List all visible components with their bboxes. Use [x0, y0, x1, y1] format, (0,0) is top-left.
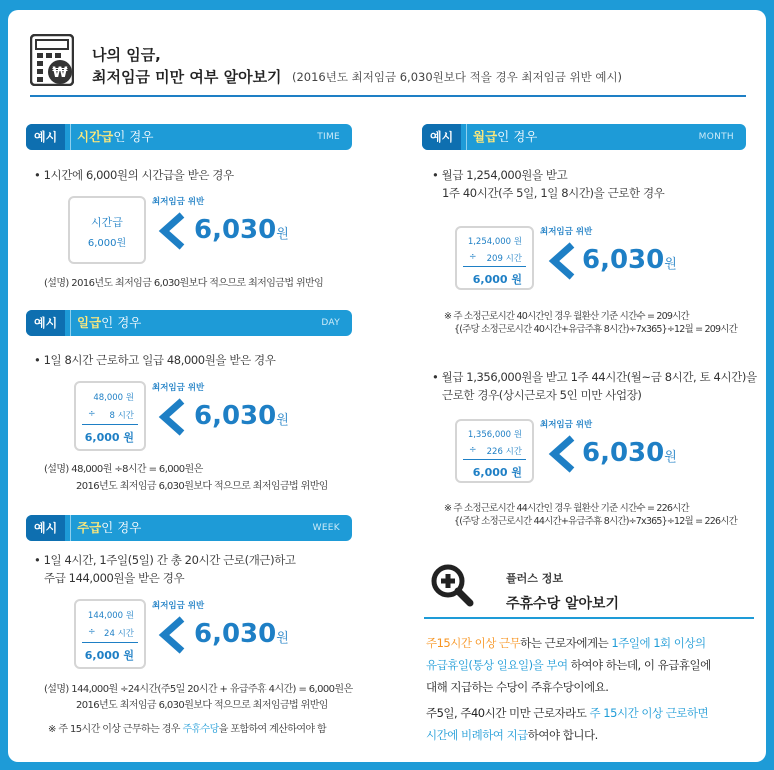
hourly-explanation: (설명) 2016년도 최저임금 6,030원보다 적으므로 최저임금법 위반임: [44, 278, 324, 289]
box-dividend: 48,000 원: [93, 393, 134, 403]
page-subtitle: (2016년도 최저임금 6,030원보다 적을 경우 최저임금 위반 예시): [292, 70, 623, 84]
box-dividend: 144,000 원: [87, 611, 134, 621]
monthly-ex2-bullet-1: • 월급 1,356,000원을 받고 1주 44시간(월~금 8시간, 토 4시간)을: [432, 370, 757, 384]
monthly-ex2-note-1: ※ 주 소정근로시간 44시간인 경우 월환산 기준 시간수 = 226시간: [444, 503, 689, 514]
weekly-footnote: ※ 주 15시간 이상 근무하는 경우 주휴수당을 포함하여 계산하여야 함: [48, 724, 327, 735]
section-title-monthly: 월급인 경우: [466, 124, 537, 150]
less-than-chevron-icon: [154, 397, 190, 437]
section-en-label: DAY: [321, 318, 340, 328]
divide-sign: ÷: [88, 409, 96, 419]
page-title: 최저임금 미만 여부 알아보기: [92, 68, 282, 86]
violation-label: 최저임금 위반: [152, 601, 205, 611]
daily-calc-box: [74, 381, 146, 451]
box-result: 6,000 원: [472, 273, 522, 286]
magnifier-plus-icon: [430, 563, 474, 607]
example-tag: 예시: [26, 515, 65, 541]
min-wage-value: 6,030원: [194, 401, 289, 431]
less-than-chevron-icon: [154, 615, 190, 655]
violation-label: 최저임금 위반: [540, 227, 593, 237]
divide-sign: ÷: [469, 445, 477, 455]
example-tag: 예시: [26, 124, 65, 150]
section-bar-monthly: [422, 124, 746, 150]
svg-text:₩: ₩: [52, 65, 68, 81]
violation-label: 최저임금 위반: [540, 420, 593, 430]
box-result: 6,000 원: [84, 431, 134, 444]
box-result: 6,000 원: [84, 649, 134, 662]
plus-info-divider: [424, 617, 754, 619]
section-bar-hourly: [26, 124, 352, 150]
monthly-ex1-note-2: {(주당 소정근로시간 40시간+유급주휴 8시간)÷7x365}÷12월 = 209시간: [454, 324, 737, 335]
box-divisor: 24 시간: [104, 629, 134, 639]
less-than-chevron-icon: [544, 241, 580, 281]
monthly-ex1-note-1: ※ 주 소정근로시간 40시간인 경우 월환산 기준 시간수 = 209시간: [444, 311, 689, 322]
fraction-line: [463, 459, 526, 460]
plus-info-paragraph-1: 주15시간 이상 근무하는 근로자에게는 1주일에 1회 이상의 유급휴일(통상 일요일)을 부여 하여야 하는데, 이 유급휴일에 대해 지급하는 수당이 주휴수당이에요.: [426, 636, 711, 694]
fraction-line: [82, 642, 138, 643]
monthly-ex2-bullet-2: 근로한 경우(상시근로자 5인 미만 사업장): [442, 388, 642, 402]
min-wage-value: 6,030원: [194, 215, 289, 245]
section-title-weekly: 주급인 경우: [70, 515, 141, 541]
hourly-calc-box: [68, 196, 146, 264]
plus-info-title: 주휴수당 알아보기: [506, 596, 620, 612]
fraction-line: [82, 424, 138, 425]
calculator-won-icon: [30, 34, 74, 86]
monthly-ex2-calc-box: [455, 419, 534, 483]
plus-info-label: 플러스 정보: [506, 572, 563, 585]
monthly-ex1-bullet-1: • 월급 1,254,000원을 받고: [432, 168, 568, 182]
weekly-bullet-1: • 1일 4시간, 1주일(5일) 간 총 20시간 근로(개근)하고: [34, 553, 296, 567]
less-than-chevron-icon: [544, 434, 580, 474]
daily-explanation-1: (설명) 48,000원 ÷8시간 = 6,000원은: [44, 464, 203, 475]
monthly-ex1-bullet-2: 1주 40시간(주 5일, 1일 8시간)을 근로한 경우: [442, 186, 665, 200]
min-wage-value: 6,030원: [194, 619, 289, 649]
header-divider: [30, 95, 746, 97]
section-bar-daily: [26, 310, 352, 336]
divide-sign: ÷: [469, 252, 477, 262]
hourly-bullet: • 1시간에 6,000원의 시간급을 받은 경우: [34, 168, 234, 182]
violation-label: 최저임금 위반: [152, 383, 205, 393]
less-than-chevron-icon: [154, 211, 190, 251]
title-line-1: 나의 임금,: [92, 46, 161, 64]
daily-explanation-2: 2016년도 최저임금 6,030원보다 적으므로 최저임금법 위반임: [76, 481, 328, 492]
daily-bullet: • 1일 8시간 근로하고 일급 48,000원을 받은 경우: [34, 353, 276, 367]
section-title-daily: 일급인 경우: [70, 310, 141, 336]
example-tag: 예시: [26, 310, 65, 336]
min-wage-value: 6,030원: [582, 438, 677, 468]
box-value: 6,000원: [87, 238, 127, 249]
box-dividend: 1,356,000 원: [467, 430, 522, 440]
min-wage-value: 6,030원: [582, 245, 677, 275]
box-result: 6,000 원: [472, 466, 522, 479]
monthly-ex2-note-2: {(주당 소정근로시간 44시간+유급주휴 8시간)÷7x365}÷12월 = 226시간: [454, 516, 737, 527]
section-en-label: WEEK: [312, 523, 340, 533]
box-divisor: 209 시간: [486, 254, 522, 264]
weekly-bullet-2: 주급 144,000원을 받은 경우: [44, 571, 185, 585]
box-dividend: 1,254,000 원: [467, 237, 522, 247]
weekly-explanation-1: (설명) 144,000원 ÷24시간(주5일 20시간 + 유급주휴 4시간) = 6,000원은: [44, 684, 353, 695]
weekly-explanation-2: 2016년도 최저임금 6,030원보다 적으므로 최저임금법 위반임: [76, 700, 328, 711]
weekly-calc-box: [74, 599, 146, 669]
monthly-ex1-calc-box: [455, 226, 534, 290]
divide-sign: ÷: [88, 627, 96, 637]
section-title-hourly: 시간급인 경우: [70, 124, 153, 150]
example-tag: 예시: [422, 124, 461, 150]
box-label: 시간급: [91, 216, 123, 229]
section-en-label: TIME: [317, 132, 340, 142]
box-divisor: 226 시간: [486, 447, 522, 457]
box-divisor: 8 시간: [109, 411, 134, 421]
fraction-line: [463, 266, 526, 267]
violation-label: 최저임금 위반: [152, 197, 205, 207]
section-bar-weekly: [26, 515, 352, 541]
section-en-label: MONTH: [698, 132, 734, 142]
plus-info-paragraph-2: 주5일, 주40시간 미만 근로자라도 주 15시간 이상 근로하면 시간에 비례하여 지급하여야 합니다.: [426, 706, 709, 742]
